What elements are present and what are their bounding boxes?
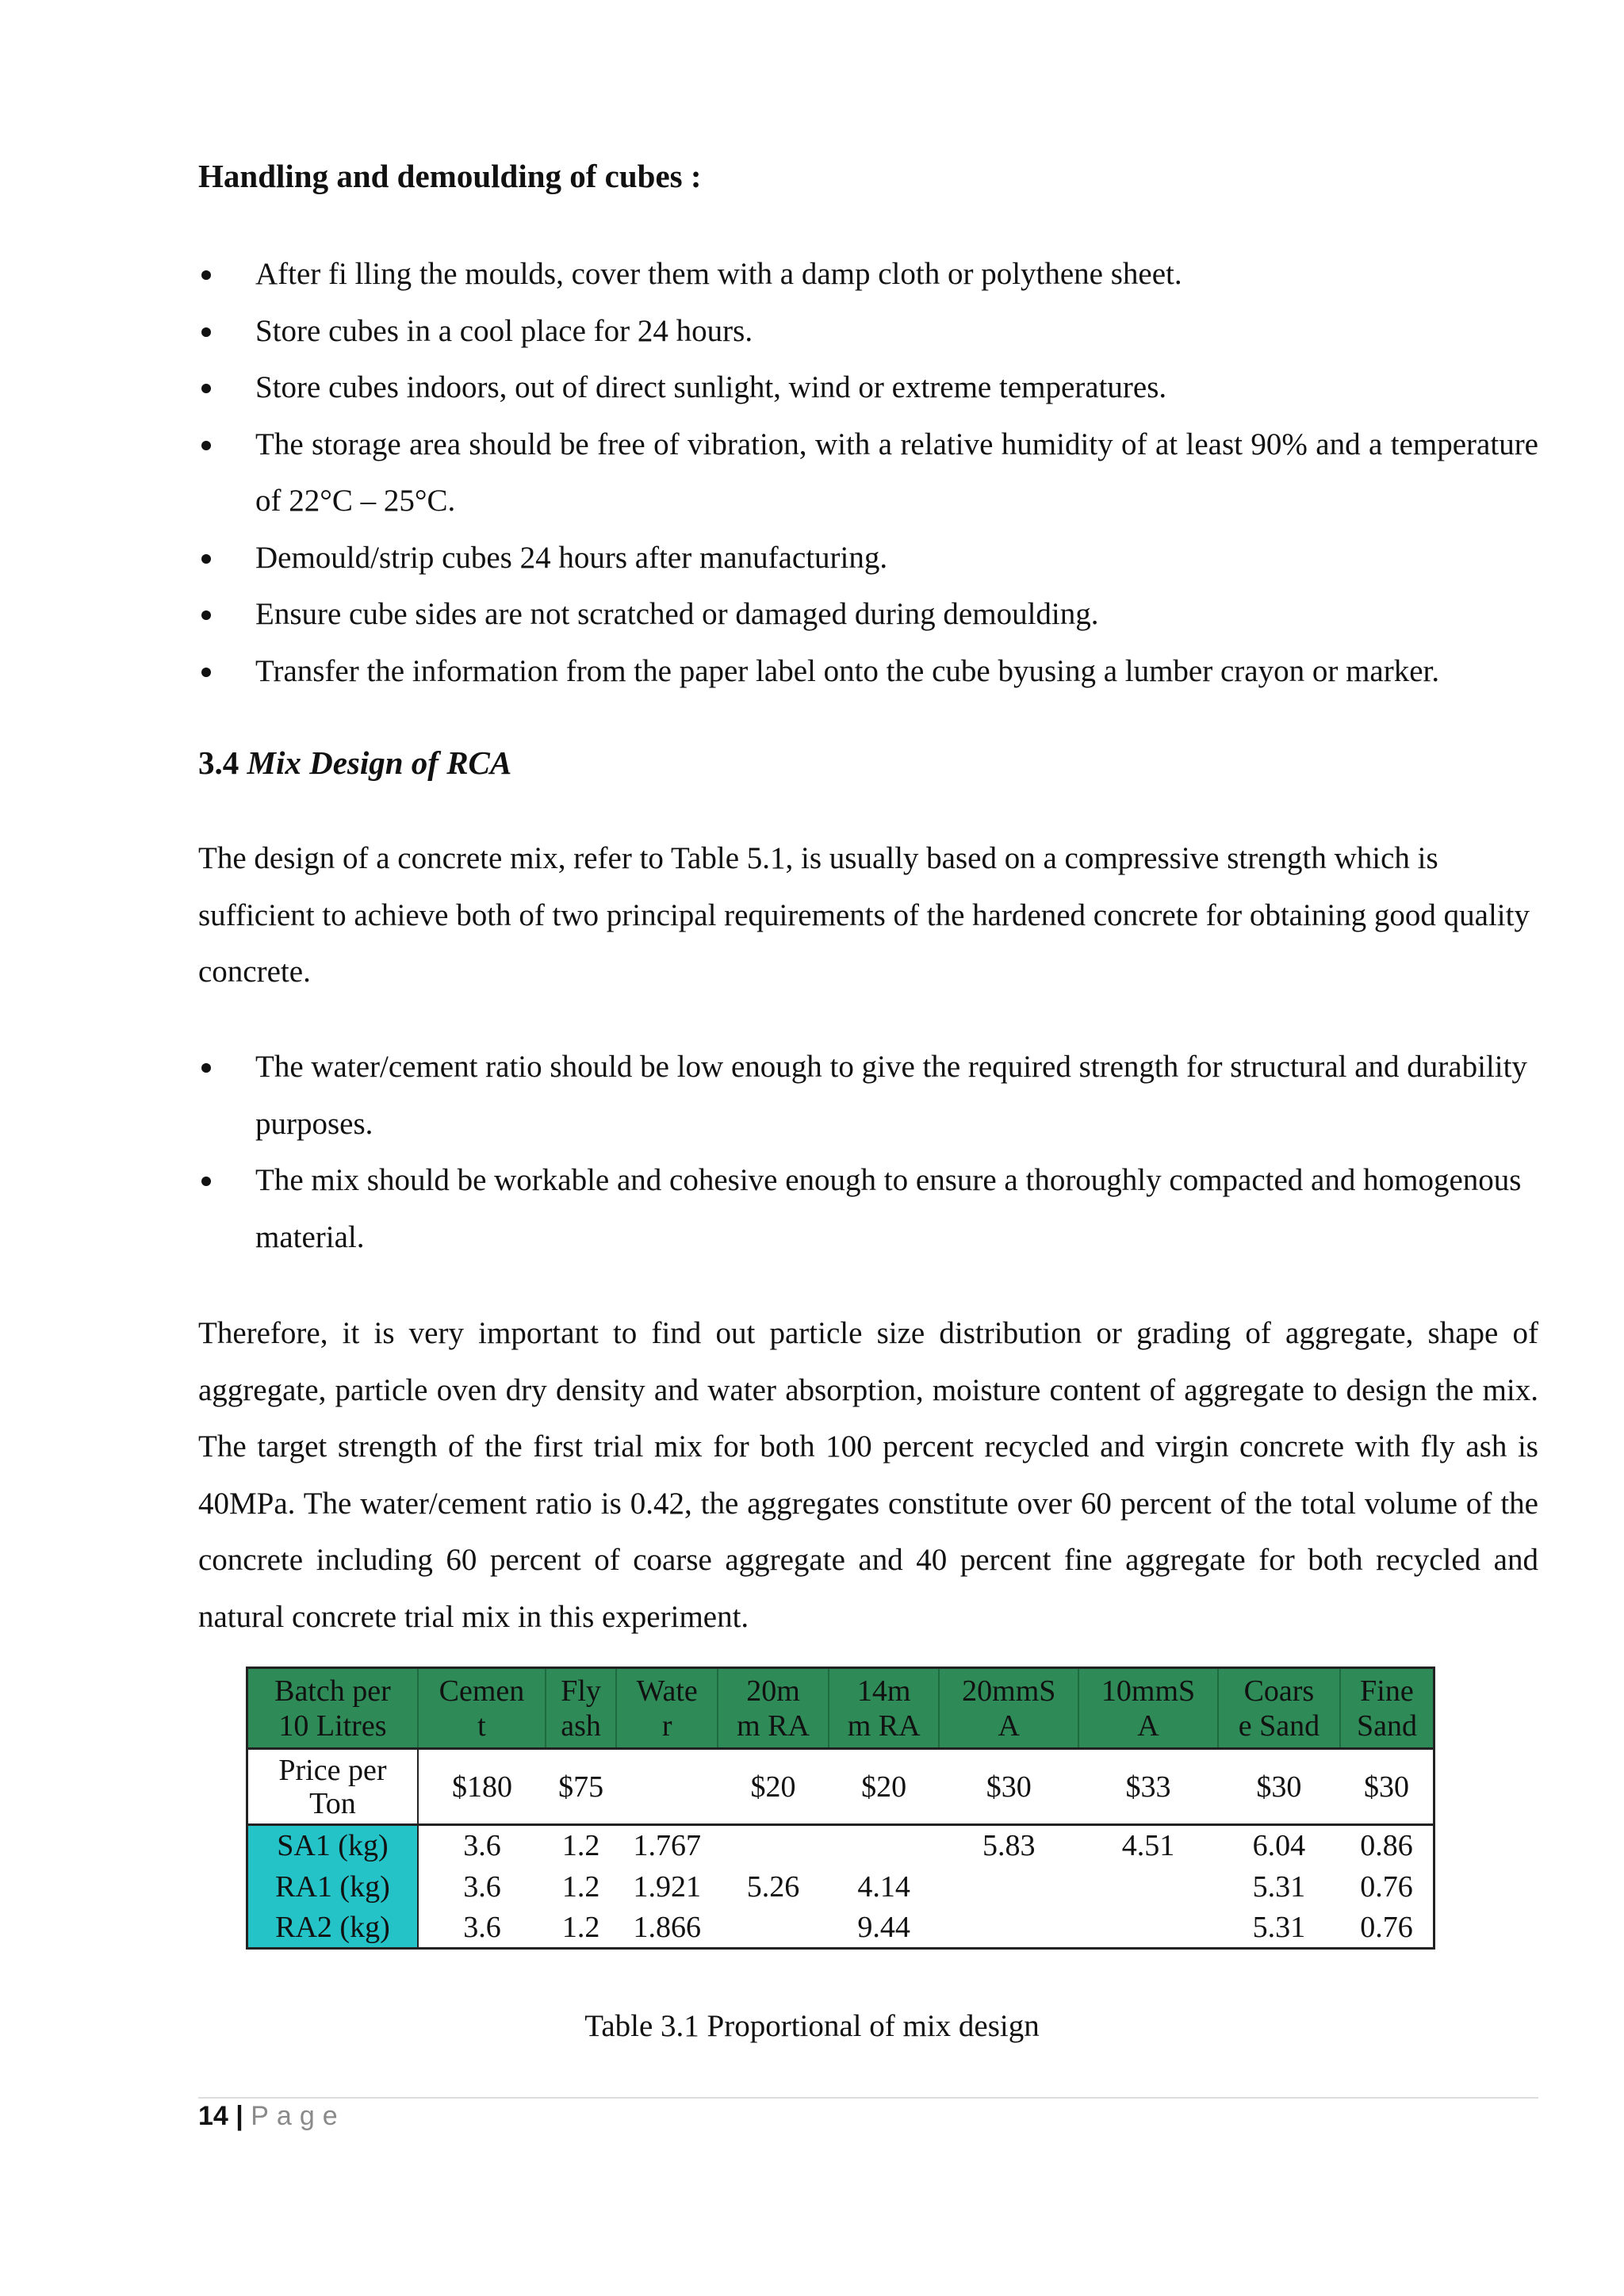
bullet-item	[198, 586, 1538, 643]
row-label	[247, 1749, 418, 1825]
table-row	[247, 1749, 1434, 1825]
table-row	[247, 1866, 1434, 1908]
table-cell: 1.767	[633, 1829, 701, 1863]
table-cell: 1.2	[561, 1869, 600, 1904]
column-header-line: 20m	[746, 1674, 800, 1708]
table-cell	[939, 1866, 1078, 1908]
table-cell: 6.04	[1252, 1829, 1306, 1863]
column-header	[247, 1668, 418, 1749]
column-header-line: A	[998, 1709, 1020, 1743]
column-header-line: ash	[561, 1709, 601, 1743]
column-header-line: e Sand	[1238, 1709, 1320, 1743]
column-header-line: Fly	[561, 1674, 601, 1708]
bullet-dot-icon	[201, 1177, 211, 1186]
table-row	[247, 1825, 1434, 1866]
column-header	[1078, 1668, 1218, 1749]
table-cell: 0.76	[1360, 1869, 1413, 1904]
bullet-dot-icon	[201, 327, 211, 337]
mix-design-table	[246, 1667, 1435, 1950]
bullet-item	[198, 643, 1538, 700]
bullet-text: Demould/strip cubes 24 hours after manufacturing.	[255, 540, 888, 575]
row-label: RA2 (kg)	[247, 1908, 418, 1949]
table-cell: 4.51	[1121, 1829, 1175, 1863]
table-cell	[718, 1908, 829, 1949]
bullet-item	[198, 530, 1538, 587]
column-header	[1218, 1668, 1340, 1749]
table-cell: 5.31	[1252, 1869, 1306, 1904]
page-label: Page	[251, 2101, 346, 2131]
column-header	[718, 1668, 829, 1749]
table-row	[247, 1908, 1434, 1949]
table-cell: 5.83	[982, 1829, 1036, 1863]
table-cell: 3.6	[463, 1910, 501, 1944]
table-cell: 5.26	[746, 1869, 800, 1904]
table-cell: 1.921	[633, 1869, 701, 1904]
row-label: SA1 (kg)	[247, 1825, 418, 1866]
column-header-line: 14m	[856, 1674, 911, 1708]
table-cell: $20	[861, 1770, 907, 1804]
table-cell	[1078, 1908, 1218, 1949]
table-cell: $30	[1363, 1770, 1409, 1804]
table-cell	[939, 1908, 1078, 1949]
column-header-line: Wate	[636, 1674, 698, 1708]
column-header	[418, 1668, 546, 1749]
bullet-text: After fi lling the moulds, cover them with a damp cloth or polythene sheet.	[255, 257, 1182, 291]
table-cell	[718, 1825, 829, 1866]
table-cell: 3.6	[463, 1869, 501, 1904]
bullet-dot-icon	[201, 1063, 211, 1073]
column-header-line: m RA	[847, 1709, 921, 1743]
table-caption: Table 3.1 Proportional of mix design	[584, 2009, 1040, 2043]
section-title-text: Mix Design of RCA	[247, 744, 512, 781]
bullet-text: The water/cement ratio should be low enough to give the required strength for structural and durability purposes.	[255, 1050, 1527, 1141]
table-cell: $33	[1125, 1770, 1171, 1804]
bullet-text: Transfer the information from the paper label onto the cube byusing a lumber crayon or marker.	[255, 653, 1440, 688]
bullet-text: The mix should be workable and cohesive enough to ensure a thoroughly compacted and homogenous material.	[255, 1163, 1522, 1254]
column-header-line: Fine	[1360, 1674, 1414, 1708]
bullet-text: Store cubes indoors, out of direct sunlight, wind or extreme temperatures.	[255, 370, 1167, 404]
section-title	[198, 744, 511, 782]
column-header-line: Coars	[1243, 1674, 1315, 1708]
requirements-bullet-list	[198, 1039, 1538, 1265]
table-cell: 0.86	[1360, 1829, 1413, 1863]
table-cell: 9.44	[857, 1910, 910, 1944]
footer-divider	[198, 2097, 1538, 2099]
bullet-dot-icon	[201, 610, 211, 620]
table-cell: $30	[986, 1770, 1032, 1804]
column-header-line: 10 Litres	[278, 1709, 387, 1743]
bullet-dot-icon	[201, 270, 211, 280]
column-header	[939, 1668, 1078, 1749]
table-cell: 1.866	[633, 1910, 701, 1944]
handling-bullet-list	[198, 246, 1538, 699]
table-cell	[829, 1825, 940, 1866]
bullet-dot-icon	[201, 554, 211, 564]
column-header-line: t	[477, 1709, 486, 1743]
column-header-line: Cemen	[439, 1674, 525, 1708]
table-header-row	[247, 1668, 1434, 1749]
bullet-text: Ensure cube sides are not scratched or damaged during demoulding.	[255, 597, 1099, 631]
column-header-line: 20mmS	[962, 1674, 1056, 1708]
bullet-item	[198, 1152, 1538, 1265]
row-label-line: Ton	[309, 1786, 356, 1820]
table-cell: 5.31	[1252, 1910, 1306, 1944]
bullet-text: The storage area should be free of vibration, with a relative humidity of at least 90% and a temperature of 22°C – 25°C.	[255, 427, 1538, 518]
table-cell: $75	[558, 1770, 604, 1804]
table-cell	[1078, 1866, 1218, 1908]
column-header-line: Sand	[1356, 1709, 1417, 1743]
table-cell: 3.6	[463, 1829, 501, 1863]
table-cell: 1.2	[561, 1829, 600, 1863]
bullet-item	[198, 416, 1538, 530]
column-header-line: m RA	[737, 1709, 810, 1743]
bullet-dot-icon	[201, 668, 211, 677]
row-label-line: Price per	[278, 1753, 387, 1787]
row-label: RA1 (kg)	[247, 1866, 418, 1908]
intro-paragraph: The design of a concrete mix, refer to Table 5.1, is usually based on a compressive strength which is sufficient to achieve both of two principal requirements of the hardened concrete for obtaining good quality concrete.	[198, 841, 1530, 989]
bullet-dot-icon	[201, 441, 211, 450]
bullet-text: Store cubes in a cool place for 24 hours.	[255, 313, 753, 348]
column-header-line: A	[1137, 1709, 1159, 1743]
page-number: 14	[198, 2101, 228, 2131]
column-header	[1340, 1668, 1434, 1749]
table-cell: $30	[1256, 1770, 1302, 1804]
column-header	[829, 1668, 940, 1749]
column-header-line: Batch per	[274, 1674, 391, 1708]
table-cell: $20	[750, 1770, 796, 1804]
bullet-item	[198, 359, 1538, 416]
table-cell	[616, 1749, 718, 1825]
column-header	[546, 1668, 616, 1749]
bullet-item	[198, 1039, 1538, 1152]
subsection-heading: Handling and demoulding of cubes :	[198, 158, 702, 194]
bullet-item	[198, 246, 1538, 303]
section-number: 3.4	[198, 744, 239, 781]
bullet-dot-icon	[201, 384, 211, 393]
page-footer	[198, 2101, 346, 2132]
column-header	[616, 1668, 718, 1749]
footer-separator: |	[236, 2101, 243, 2131]
column-header-line: 10mmS	[1101, 1674, 1196, 1708]
table-cell: 1.2	[561, 1910, 600, 1944]
table-cell: 4.14	[857, 1869, 910, 1904]
column-header-line: r	[661, 1709, 672, 1743]
body-paragraph: Therefore, it is very important to find out particle size distribution or grading of aggregate, shape of aggregate, particle oven dry density and water absorption, moisture content of aggregate to design the mix. The target strength of the first trial mix for both 100 percent recycled and virgin concrete with fly ash is 40MPa. The water/cement ratio is 0.42, the aggregates constitute over 60 percent of the total volume of the concrete including 60 percent of coarse aggregate and 40 percent fine aggregate for both recycled and natural concrete trial mix in this experiment.	[198, 1316, 1538, 1634]
table-cell: $180	[451, 1770, 512, 1804]
bullet-item	[198, 303, 1538, 360]
table-cell: 0.76	[1360, 1910, 1413, 1944]
